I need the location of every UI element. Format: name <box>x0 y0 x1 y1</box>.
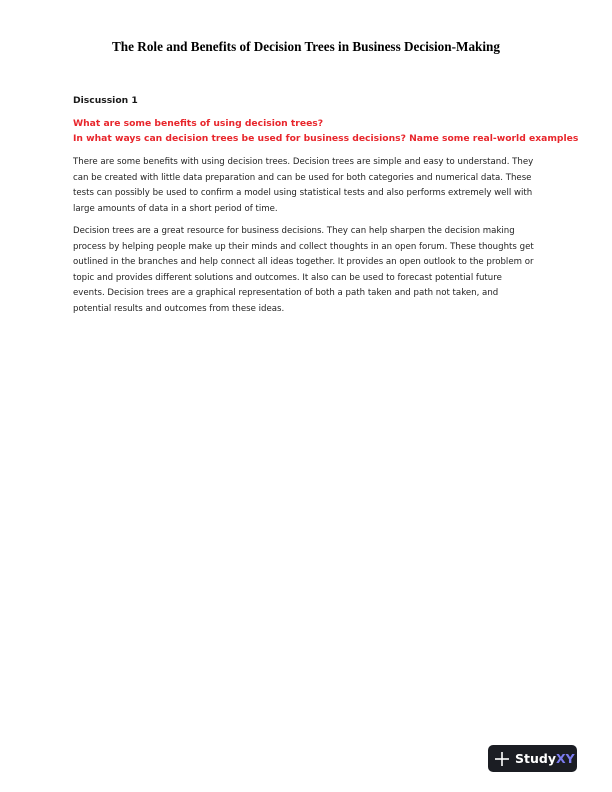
studyxy-watermark[interactable] <box>488 745 577 772</box>
document-title: The Role and Benefits of Decision Trees in Business Decision-Making <box>112 39 500 54</box>
question-2: In what ways can decision trees be used for business decisions? Name some real-world examples <box>73 133 579 144</box>
discussion-questions <box>73 116 603 146</box>
brand-accent: XY <box>555 751 575 766</box>
discussion-label: Discussion 1 <box>73 95 138 106</box>
answer-paragraph-2: Decision trees are a great resource for business decisions. They can help sharpen the decision making process by helping people make up their minds and collect thoughts in an open forum. These thoughts get outlined in the branches and help connect all ideas together. It provides an open outlook to the problem or topic and provides different solutions and outcomes. It also can be used to forecast potential future events. Decision trees are a graphical representation of both a path taken and path not taken, and potential results and outcomes from these ideas. <box>73 226 534 314</box>
answer-paragraph-1: There are some benefits with using decision trees. Decision trees are simple and easy to understand. They can be created with little data preparation and can be used for both categories and numerical data. These tests can possibly be used to confirm a model using statistical tests and also performs extremely well with large amounts of data in a short period of time. <box>73 157 534 214</box>
question-1: What are some benefits of using decision trees? <box>73 118 324 129</box>
brand-name: Study <box>515 751 556 766</box>
plus-icon <box>493 750 511 768</box>
discussion-section <box>73 94 603 317</box>
